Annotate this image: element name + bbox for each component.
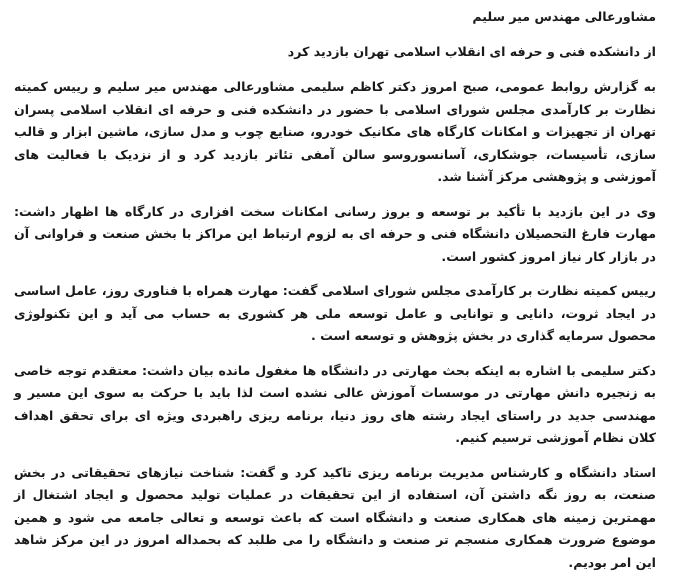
article-paragraph: به گزارش روابط عمومی، صبح امروز دکتر کاظم سلیمی مشاورعالی مهندس میر سلیم و رییس کمیته نظارت بر کارآمدی مجلس شورای اسلامی با حضور در دانشکده فنی و حرفه ای انقلاب اسلامی پسران تهران از تجهیزات و امکانات کارگاه های مکانیک خودرو، صنایع چوب و مدل سازی، ماشین ابزار و قالب سازی، تأسیسات، جوشکاری، آسانسوروسو سالن آمفی تئاتر بازدید کرد و از نزدیک با فعالیت های آموزشی و پژوهشی مرکز آشنا شد. <box>14 76 656 189</box>
article-paragraph: استاد دانشگاه و کارشناس مدیریت برنامه ریزی تاکید کرد و گفت: شناخت نیازهای تحقیقاتی در بخش صنعت، به روز نگه داشتن آن، استفاده از این تحقیقات در عملیات تولید محصول و ایجاد اشتغال از مهمترین زمینه های همکاری صنعت و دانشگاه است که باعث توسعه و تعالی جامعه می شود و همین موضوع ضرورت همکاری منسجم تر صنعت و دانشگاه را می طلبد که بحمداله امروز در این مرکز شاهد این امر بودیم. <box>14 462 656 574</box>
article-title: مشاورعالی مهندس میر سلیم <box>14 6 656 29</box>
article-paragraph: رییس کمیته نظارت بر کارآمدی مجلس شورای اسلامی گفت: مهارت همراه با فناوری روز، عامل اساسی در ایجاد ثروت، دانایی و توانایی و عامل توسعه ملی هر کشوری به حساب می آید و این تکنولوژی محصول سرمایه گذاری در بخش پژوهش و توسعه است . <box>14 280 656 348</box>
article-paragraph: دکتر سلیمی با اشاره به اینکه بحث مهارتی در دانشگاه ها مغفول مانده بیان داشت: معتقدم توجه خاصی به زنجیره دانش مهارتی در موسسات آموزش عالی نشده است لذا باید با حرکت به سوی این مسیر و مهندسی جدید در راستای ایجاد رشته های روز دنیا، برنامه ریزی راهبردی ویژه ای برای تحقق اهداف کلان نظام آموزشی ترسیم کنیم. <box>14 360 656 450</box>
article-subtitle: از دانشکده فنی و حرفه ای انقلاب اسلامی تهران بازدید کرد <box>14 41 656 64</box>
article-paragraph: وی در این بازدید با تأکید بر توسعه و بروز رسانی امکانات سخت افزاری در کارگاه ها اظهار داشت: مهارت فارغ التحصیلان دانشگاه فنی و حرفه ای به لزوم ارتباط این مراکز با بخش صنعت و فراوانی آن در بازار کار نیاز امروز کشور است. <box>14 201 656 269</box>
